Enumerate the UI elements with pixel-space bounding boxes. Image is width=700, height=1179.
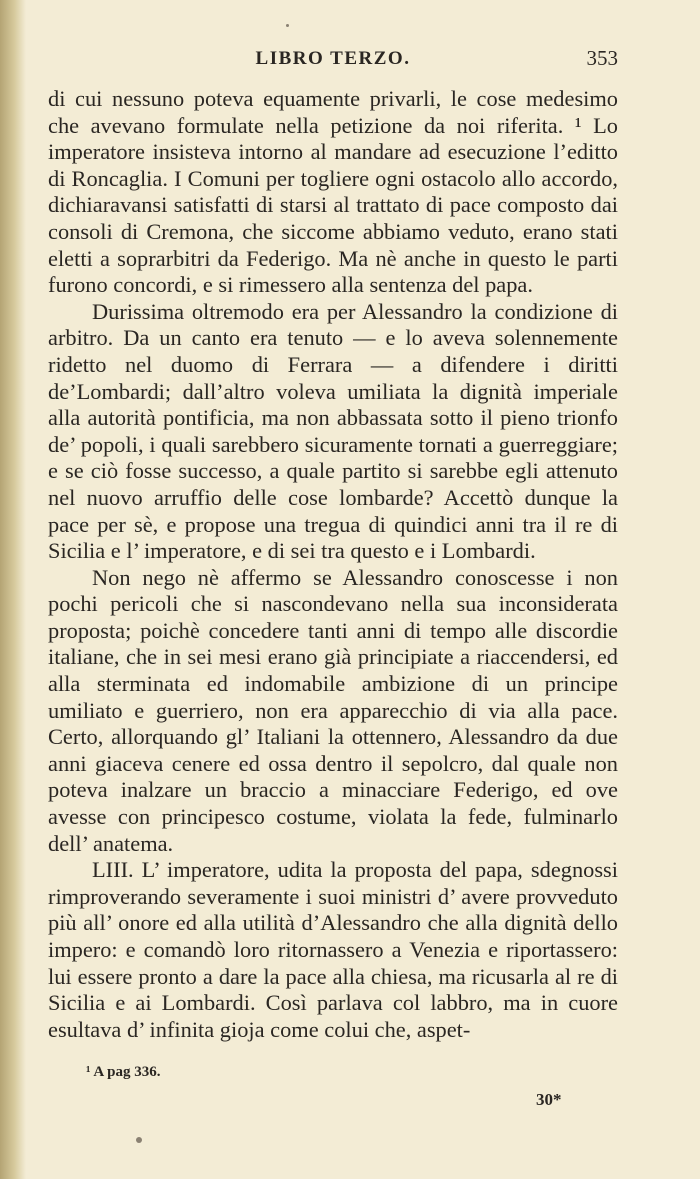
paragraph: Non nego nè affermo se Alessandro conoscesse i non pochi pericoli che si nascondevano nella sua inconsiderata proposta; poichè concedere tanti anni di tempo alle discordie italiane, che in sei mesi erano già principiate a riaccendersi, ed alla sterminata ed indomabile ambizione di un principe umiliato e guerriero, non era apparecchio di via alla pace. Certo, allorquando gl’ Italiani la ottennero, Alessandro da due anni giaceva cenere ed ossa dentro il sepolcro, dal quale non poteva inalzare un braccio a minacciare Federigo, ed ove avesse con principesco costume, violata la fede, fulminarlo dell’ anatema.	[48, 564, 618, 856]
body-text	[48, 86, 618, 1043]
page-binding-shadow	[0, 0, 26, 1179]
paper-speck	[136, 1137, 142, 1143]
page-header	[48, 46, 618, 76]
paragraph: di cui nessuno poteva equamente privarli, le cose medesimo che avevano formulate nella petizione da noi riferita. ¹ Lo imperatore insisteva intorno al mandare ad esecuzione l’editto di Roncaglia. I Comuni per togliere ogni ostacolo allo accordo, dichiaravansi satisfatti di starsi al trattato di pace composto dai consoli di Cremona, che siccome abbiamo veduto, erano stati eletti a soprarbitri da Federigo. Ma nè anche in questo le parti furono concordi, e si rimessero alla sentenza del papa.	[48, 86, 618, 298]
page-number: 353	[586, 46, 618, 70]
paragraph: Durissima oltremodo era per Alessandro la condizione di arbitro. Da un canto era tenuto — e lo aveva solennemente ridetto nel duomo di Ferrara — a difendere i diritti de’Lombardi; dall’altro voleva umiliata la dignità imperiale alla autorità pontificia, ma non abbassata sotto il pieno trionfo de’ popoli, i quali sarebbero sicuramente tornati a guerreggiare; e se ciò fosse successo, a quale partito si sarebbe egli attenuto nel nuovo arruffio delle cose lombarde? Accettò dunque la pace per sè, e propose una tregua di quindici anni tra il re di Sicilia e l’ imperatore, e di sei tra questo e i Lombardi.	[48, 298, 618, 564]
printer-signature-mark: 30*	[536, 1090, 562, 1109]
running-title: LIBRO TERZO.	[255, 48, 411, 69]
paper-speck	[286, 24, 289, 27]
paragraph: LIII. L’ imperatore, udita la proposta del papa, sdegnossi rimproverando severamente i suoi ministri d’ avere provveduto più all’ onore ed alla utilità d’Alessandro che alla dignità dello impero: e comandò loro ritornassero a Venezia e riportassero: lui essere pronto a dare la pace alla chiesa, ma ricusarla al re di Sicilia e ai Lombardi. Così parlava col labbro, ma in cuore esultava d’ infinita gioja come colui che, aspet-	[48, 857, 618, 1042]
footnote: ¹ A pag 336.	[86, 1064, 161, 1080]
